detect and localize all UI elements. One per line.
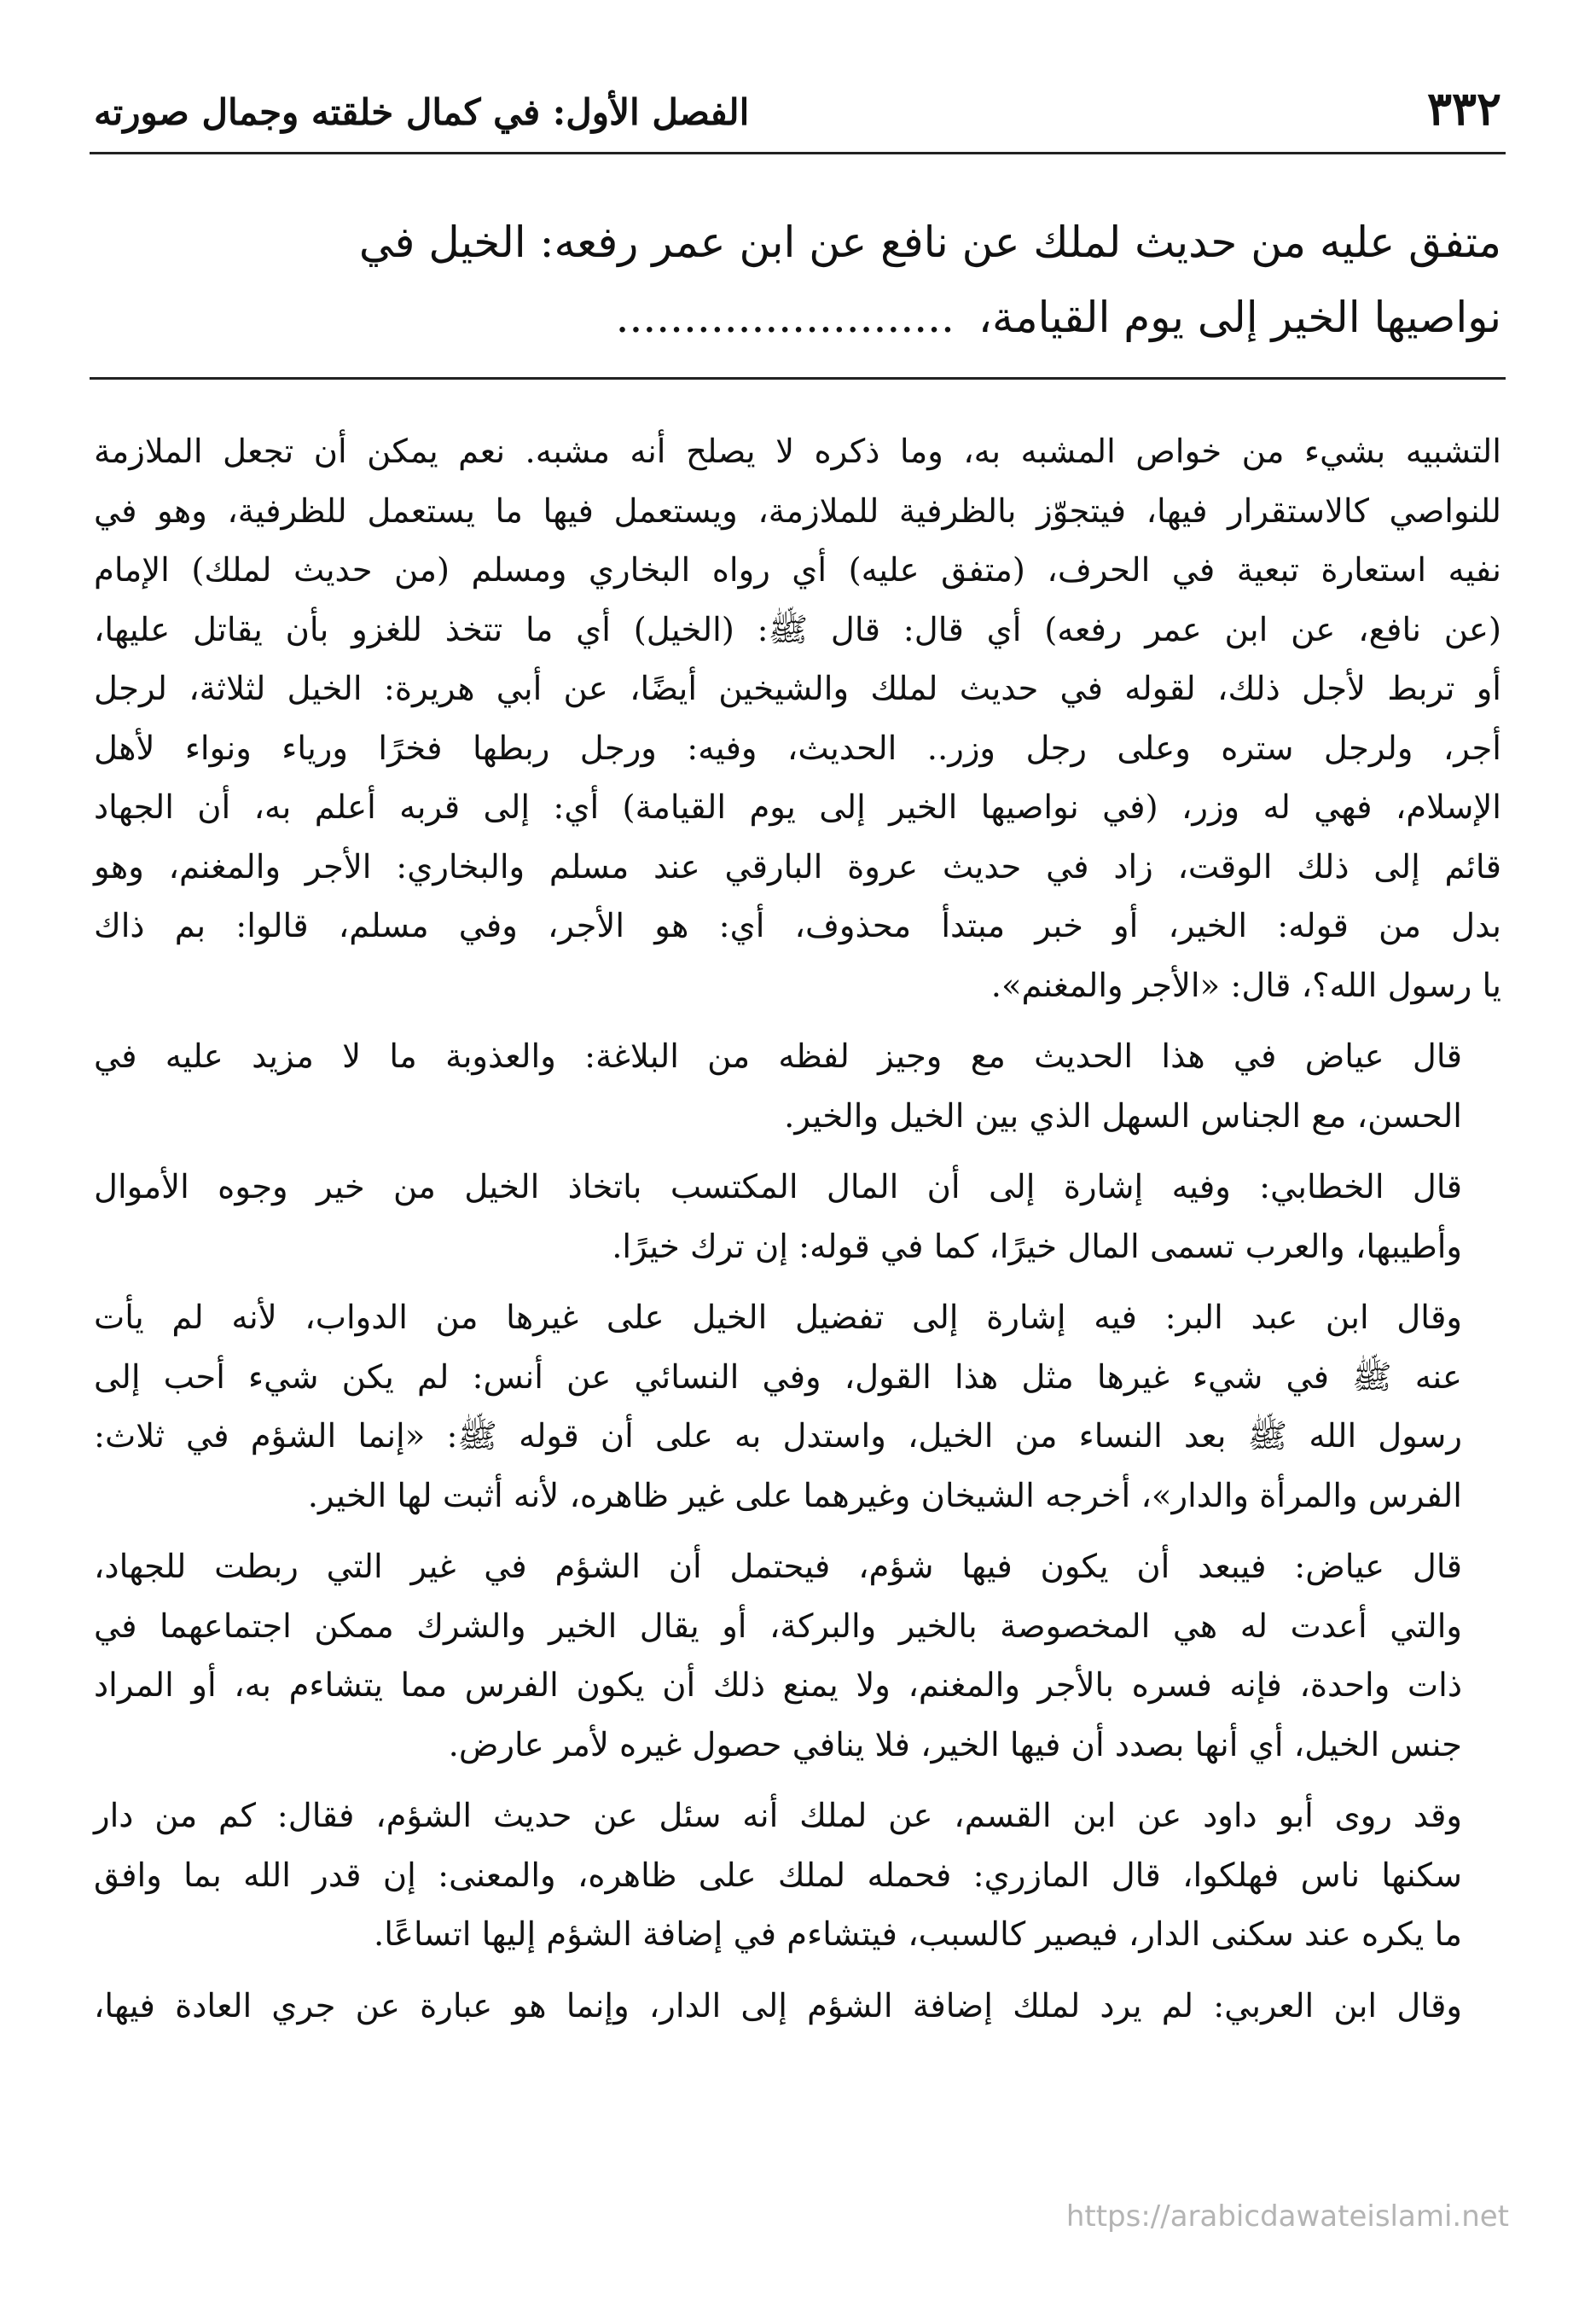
- matn-separator-rule: [90, 377, 1506, 380]
- commentary-paragraph-7: [94, 1977, 1501, 2036]
- commentary-paragraph-4: [94, 1288, 1501, 1525]
- commentary-line: نفيه استعارة تبعية في الحرف، (متفق عليه) أي رواه البخاري ومسلم (من حديث لملك) الإمام: [94, 551, 1501, 590]
- commentary-line: الإسلام، فهي له وزر، (في نواصيها الخير إلى يوم القيامة) أي: إلى قربه أعلم به، أن الجهاد: [94, 788, 1501, 827]
- commentary-line: أو تربط لأجل ذلك، لقوله في حديث لملك والشيخين أيضًا، عن أبي هريرة: الخيل لثلاثة، لرجل: [94, 670, 1501, 708]
- site-watermark: https://arabicdawateislami.net: [1065, 2199, 1509, 2234]
- hadith-line-2-text: نواصيها الخير إلى يوم القيامة،: [978, 293, 1501, 342]
- commentary-paragraph-2: [94, 1027, 1501, 1146]
- header-rule: [90, 152, 1506, 154]
- commentary-line: أجر، ولرجل ستره وعلى رجل وزر.. الحديث، وفيه: ورجل ربطها فخرًا ورياء ونواء لأهل: [94, 729, 1501, 768]
- commentary-line: رسول الله ﷺ بعد النساء من الخيل، واستدل به على أن قوله ﷺ: «إنما الشؤم في ثلاث:: [94, 1417, 1462, 1455]
- commentary-paragraph-6: [94, 1787, 1501, 1965]
- commentary-line: والتي أعدت له هي المخصوصة بالخير والبركة، أو يقال الخير والشرك ممكن اجتماعهما في: [94, 1606, 1462, 1646]
- hadith-line-1: متفق عليه من حديث لملك عن نافع عن ابن عمر رفعه: الخيل في: [358, 218, 1501, 267]
- commentary-line: جنس الخيل، أي أنها بصدد أن فيها الخير، فلا ينافي حصول غيره لأمر عارض.: [448, 1725, 1462, 1764]
- leader-dots: .........................: [615, 293, 955, 342]
- commentary-line: يا رسول الله؟، قال: «الأجر والمغنم».: [990, 966, 1501, 1005]
- hadith-text: [94, 205, 1501, 355]
- page-number: ٣٣٢: [1426, 81, 1501, 136]
- commentary-line: بدل من قوله: الخير، أو خبر مبتدأ محذوف، أي: هو الأجر، وفي مسلم، قالوا: بم ذاك: [94, 907, 1501, 945]
- commentary-paragraph-5: [94, 1537, 1501, 1775]
- commentary-line: (عن نافع، عن ابن عمر رفعه) أي قال: قال ﷺ: (الخيل) أي ما تتخذ للغزو بأن يقاتل عليها،: [94, 610, 1501, 649]
- hadith-line-2: [94, 280, 1501, 355]
- commentary-line: قائم إلى ذلك الوقت، زاد في حديث عروة البارقي عند مسلم والبخاري: الأجر والمغنم، وهو: [94, 847, 1501, 886]
- commentary-line: وأطيبها، والعرب تسمى المال خيرًا، كما في قوله: إن ترك خيرًا.: [612, 1227, 1462, 1266]
- commentary-line: ذات واحدة، فإنه فسره بالأجر والمغنم، ولا يمنع ذلك أن يكون الفرس مما يتشاءم به، أو المراد: [94, 1666, 1462, 1705]
- commentary-line: قال عياض: فيبعد أن يكون فيها شؤم، فيحتمل أن الشؤم في غير التي ربطت للجهاد،: [94, 1548, 1462, 1586]
- commentary-line: قال الخطابي: وفيه إشارة إلى أن المال المكتسب باتخاذ الخيل من خير وجوه الأموال: [94, 1168, 1462, 1206]
- chapter-title: الفصل الأول: في كمال خلقته وجمال صورته: [94, 91, 750, 133]
- commentary-line: للنواصي كالاستقرار فيها، فيتجوّز بالظرفية للملازمة، ويستعمل فيها ما يستعمل للظرفية، وهو في: [94, 491, 1501, 531]
- commentary-line: ما يكره عند سكنى الدار، فيصير كالسبب، فيتشاءم في إضافة الشؤم إليها اتساعًا.: [374, 1915, 1462, 1954]
- commentary-line: الفرس والمرأة والدار»، أخرجه الشيخان وغيرهما على غير ظاهره، لأنه أثبت لها الخير.: [307, 1476, 1462, 1515]
- commentary-line: الحسن، مع الجناس السهل الذي بين الخيل والخير.: [784, 1096, 1462, 1136]
- running-header: [94, 81, 1501, 136]
- commentary-paragraph-1: [94, 422, 1501, 1015]
- commentary-line: قال عياض في هذا الحديث مع وجيز لفظه من البلاغة: والعذوبة ما لا مزيد عليه في: [94, 1037, 1462, 1076]
- commentary-paragraph-3: [94, 1158, 1501, 1276]
- commentary-line: عنه ﷺ في شيء غيرها مثل هذا القول، وفي النسائي عن أنس: لم يكن شيء أحب إلى: [94, 1357, 1462, 1397]
- commentary-line: التشبيه بشيء من خواص المشبه به، وما ذكره لا يصلح أنه مشبه. نعم يمكن أن تجعل الملازمة: [94, 433, 1501, 471]
- commentary-line: وقال ابن العربي: لم يرد لملك إضافة الشؤم إلى الدار، وإنما هو عبارة عن جري العادة فيها،: [94, 1986, 1462, 2025]
- commentary-body: [94, 422, 1501, 2048]
- commentary-line: وقد روى أبو داود عن ابن القسم، عن لملك أنه سئل عن حديث الشؤم، فقال: كم من دار: [94, 1797, 1462, 1835]
- commentary-line: وقال ابن عبد البر: فيه إشارة إلى تفضيل الخيل على غيرها من الدواب، لأنه لم يأت: [94, 1299, 1462, 1337]
- commentary-line: سكنها ناس فهلكوا، قال المازري: فحمله لملك على ظاهره، والمعنى: إن قدر الله بما وافق: [94, 1856, 1462, 1895]
